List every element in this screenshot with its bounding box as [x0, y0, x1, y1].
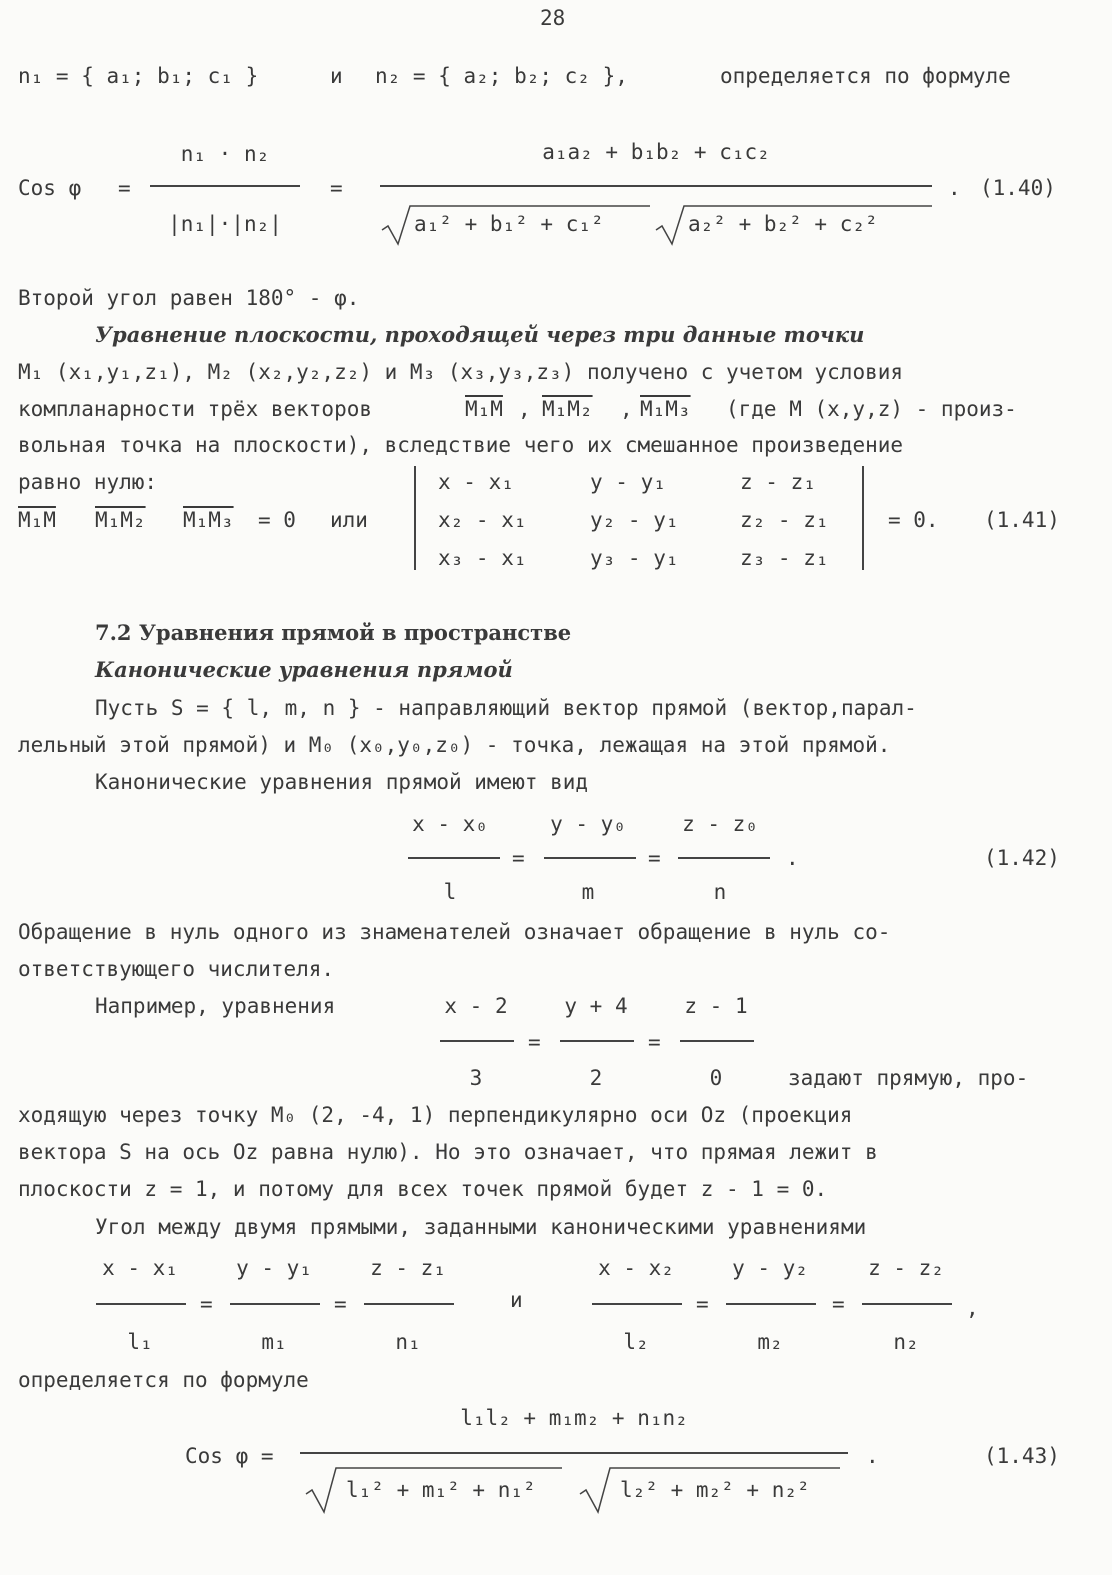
eq140-radicand2: a₂² + b₂² + c₂² — [688, 212, 878, 236]
fraction-bar — [380, 185, 932, 187]
example-den: 3 — [469, 1066, 483, 1090]
fraction-bar — [680, 1040, 754, 1042]
line1-num: y - y₁ — [236, 1256, 312, 1280]
line2-den: n₂ — [893, 1330, 919, 1354]
para3-line2: ответствующего числителя. — [18, 957, 335, 981]
fraction-bar — [364, 1303, 454, 1305]
fraction-bar — [440, 1040, 514, 1042]
eq142-dot: . — [786, 846, 799, 870]
vector-m1m: M₁M — [18, 508, 56, 532]
fraction-bar — [592, 1303, 682, 1305]
conjunction-and: и — [330, 64, 343, 88]
eq140-dot: . — [948, 176, 961, 200]
angle-intro: Угол между двумя прямыми, заданными каноническими уравнениями — [95, 1215, 867, 1239]
plane-line-4: равно нулю: — [18, 470, 158, 494]
fraction-bar — [726, 1303, 816, 1305]
eq141-number: (1.41) — [984, 508, 1060, 532]
det-cell: y₂ - y₁ — [590, 508, 679, 532]
example-num: x - 2 — [444, 994, 508, 1018]
eq142-den: n — [713, 880, 727, 904]
line-text: определяется по формуле — [720, 64, 1011, 88]
line2-num: z - z₂ — [868, 1256, 944, 1280]
det-cell: x₃ - x₁ — [438, 546, 527, 570]
eq142-number: (1.42) — [984, 846, 1060, 870]
eq142-num: y - y₀ — [550, 812, 626, 836]
line1-eq: = — [334, 1292, 347, 1316]
vector-m1m2: M₁M₂ — [542, 397, 593, 421]
example-line: плоскости z = 1, и потому для всех точек прямой будет z - 1 = 0. — [18, 1177, 828, 1201]
fraction-bar — [96, 1303, 186, 1305]
n2-definition: n₂ = { a₂; b₂; c₂ }, — [375, 64, 628, 88]
plane-line-3: вольная точка на плоскости), вследствие чего их смешанное произведение — [18, 433, 904, 457]
line1-den: n₁ — [395, 1330, 421, 1354]
det-cell: z₃ - z₁ — [740, 546, 829, 570]
fraction-bar — [408, 857, 500, 859]
para3-line1: Обращение в нуль одного из знаменателей означает обращение в нуль со- — [18, 920, 891, 944]
determinant-right-bar — [862, 466, 864, 570]
eq143-num: l₁l₂ + m₁m₂ + n₁n₂ — [460, 1406, 688, 1430]
eq143-radicand1: l₁² + m₁² + n₁² — [346, 1478, 536, 1502]
line1-num: x - x₁ — [102, 1256, 178, 1280]
eq140-eq2: = — [330, 176, 343, 200]
determinant-left-bar — [414, 466, 416, 570]
n1-definition: n₁ = { a₁; b₁; c₁ } — [18, 64, 259, 88]
eq141-rhs: = 0. — [888, 508, 939, 532]
eq140-eq1: = — [118, 176, 131, 200]
line1-den: m₁ — [261, 1330, 287, 1354]
eq142-eq: = — [648, 846, 661, 870]
section-title: 7.2 Уравнения прямой в пространстве — [95, 620, 572, 645]
example-den: 2 — [589, 1066, 603, 1090]
det-cell: y₃ - y₁ — [590, 546, 679, 570]
det-cell: x - x₁ — [438, 470, 514, 494]
line1-eq: = — [200, 1292, 213, 1316]
page-number: 28 — [540, 6, 566, 30]
det-cell: z₂ - z₁ — [740, 508, 829, 532]
line2-eq: = — [832, 1292, 845, 1316]
eq142-den: l — [443, 880, 457, 904]
eq140-radicand1: a₁² + b₁² + c₁² — [414, 212, 604, 236]
eq141-or: или — [330, 508, 368, 532]
line1-den: l₁ — [127, 1330, 153, 1354]
line2-eq: = — [696, 1292, 709, 1316]
example-intro: Например, уравнения — [95, 994, 336, 1018]
fraction-bar — [862, 1303, 952, 1305]
eq140-frac2-num: a₁a₂ + b₁b₂ + c₁c₂ — [542, 140, 770, 164]
fraction-bar — [678, 857, 770, 859]
eq140-frac1-den: |n₁|·|n₂| — [168, 212, 282, 236]
para1-line2: лельный этой прямой) и M₀ (x₀,y₀,z₀) - точка, лежащая на этой прямой. — [18, 733, 891, 757]
second-angle: Второй угол равен 180° - φ. — [18, 286, 360, 310]
line2-den: m₂ — [757, 1330, 783, 1354]
example-num: z - 1 — [684, 994, 748, 1018]
det-cell: y - y₁ — [590, 470, 666, 494]
eq143-lhs: Cos φ = — [185, 1444, 274, 1468]
example-after: задают прямую, про- — [788, 1066, 1029, 1090]
eq143-number: (1.43) — [984, 1444, 1060, 1468]
eq140-number: (1.40) — [980, 176, 1056, 200]
formula-intro: определяется по формуле — [18, 1368, 309, 1392]
example-num: y + 4 — [564, 994, 628, 1018]
lines-comma: , — [966, 1296, 979, 1320]
vector-m1m2: M₁M₂ — [95, 508, 146, 532]
vector-m1m: M₁M — [465, 397, 503, 421]
line2-den: l₂ — [623, 1330, 649, 1354]
eq143-dot: . — [866, 1444, 879, 1468]
plane-line-1: M₁ (x₁,y₁,z₁), M₂ (x₂,y₂,z₂) и M₃ (x₃,y₃,z₃) получено с учетом условия — [18, 360, 904, 384]
lines-and: и — [510, 1288, 523, 1312]
fraction-bar — [560, 1040, 634, 1042]
eq143-radicand2: l₂² + m₂² + n₂² — [620, 1478, 810, 1502]
eq142-den: m — [581, 880, 595, 904]
plane-line-2b: (где M (x,y,z) - произ- — [726, 397, 1017, 421]
line1-num: z - z₁ — [370, 1256, 446, 1280]
fraction-bar — [544, 857, 636, 859]
subsection-title: Канонические уравнения прямой — [95, 657, 513, 682]
line2-num: x - x₂ — [598, 1256, 674, 1280]
fraction-bar — [150, 185, 300, 187]
plane-title: Уравнение плоскости, проходящей через три данные точки — [95, 322, 865, 347]
eq142-num: x - x₀ — [412, 812, 488, 836]
eq140-lhs: Cos φ — [18, 176, 82, 200]
document-page: 28 n₁ = { a₁; b₁; c₁ } и n₂ = { a₂; b₂; c₂ }, определяется по формуле Cos φ = n₁ · n₂ |n₁|·|n₂| = a₁a₂ + b₁b₂ + c₁c₂ a₁² + b₁² + c₁² a₂² + b₂² + c₂² . (1.40) Второй угол равен 180° - φ. Уравнение плоскости, проходящей через три данные точки M₁ (x₁,y₁,z₁), M₂ (x₂,y₂,z₂) и M₃ (x₃,y₃,z₃) получено с учетом условия компланарности трёх векторов M₁M , M₁M₂ , M₁M₃ (где M (x,y,z) - произ- вольная точка на плоскости), вследствие чего их смешанное произведение равно нулю: M₁M M₁M₂ M₁M₃ = 0 или x - x₁ y - y₁ z - z₁ x₂ - x₁ y₂ - y₁ z₂ - z₁ x₃ - x₁ y₃ - y₁ z₃ - z₁ = 0. (1.41) 7.2 Уравнения прямой в пространстве Канонические уравнения прямой Пусть S = { l, m, n } - направляющий вектор прямой (вектор,парал- лельный этой прямой) и M₀ (x₀,y₀,z₀) - точка, лежащая на этой прямой. Канонические уравнения прямой имеют вид x - x₀ l = y - y₀ m = z - z₀ n . (1.42) Обращение в нуль одного из знаменателей означает обращение в нуль со- ответствующего числителя. Например, уравнения x - 2 3 = y + 4 2 = z - 1 0 задают прямую, про- ходящую через точку M₀ (2, -4, 1) перпендикулярно оси Oz (проекция вектора S на ось Oz равна нулю). Но это означает, что прямая лежит в плоскости z = 1, и потому для всех точек прямой будет z - 1 = 0. Угол между двумя прямыми, заданными каноническими уравнениями x - x₁ l₁ = y - y₁ m₁ = z - z₁ n₁ и x - x₂ l₂ = y - y₂ m₂ = z - z₂ n₂ , определяется по формуле Cos φ = l₁l₂ + m₁m₂ + n₁n₂ l₁² + m₁² + n₁² l₂² + m₂² + n₂² . (1.43) — [0, 0, 1112, 1575]
para2: Канонические уравнения прямой имеют вид — [95, 770, 589, 794]
example-line: вектора S на ось Oz равна нулю). Но это означает, что прямая лежит в — [18, 1140, 878, 1164]
plane-line-2a: компланарности трёх векторов — [18, 397, 373, 421]
example-eq: = — [648, 1030, 661, 1054]
det-cell: x₂ - x₁ — [438, 508, 527, 532]
eq142-num: z - z₀ — [682, 812, 758, 836]
example-eq: = — [528, 1030, 541, 1054]
line2-num: y - y₂ — [732, 1256, 808, 1280]
eq142-eq: = — [512, 846, 525, 870]
vector-m1m3: M₁M₃ — [640, 397, 691, 421]
para1-line1: Пусть S = { l, m, n } - направляющий вектор прямой (вектор,парал- — [95, 696, 917, 720]
eq140-frac1-num: n₁ · n₂ — [180, 142, 270, 166]
eq141-lhs-tail: = 0 — [258, 508, 296, 532]
example-den: 0 — [709, 1066, 723, 1090]
vector-m1m3: M₁M₃ — [183, 508, 234, 532]
example-line: ходящую через точку M₀ (2, -4, 1) перпендикулярно оси Oz (проекция — [18, 1103, 853, 1127]
fraction-bar — [230, 1303, 320, 1305]
det-cell: z - z₁ — [740, 470, 816, 494]
fraction-bar — [300, 1452, 848, 1454]
